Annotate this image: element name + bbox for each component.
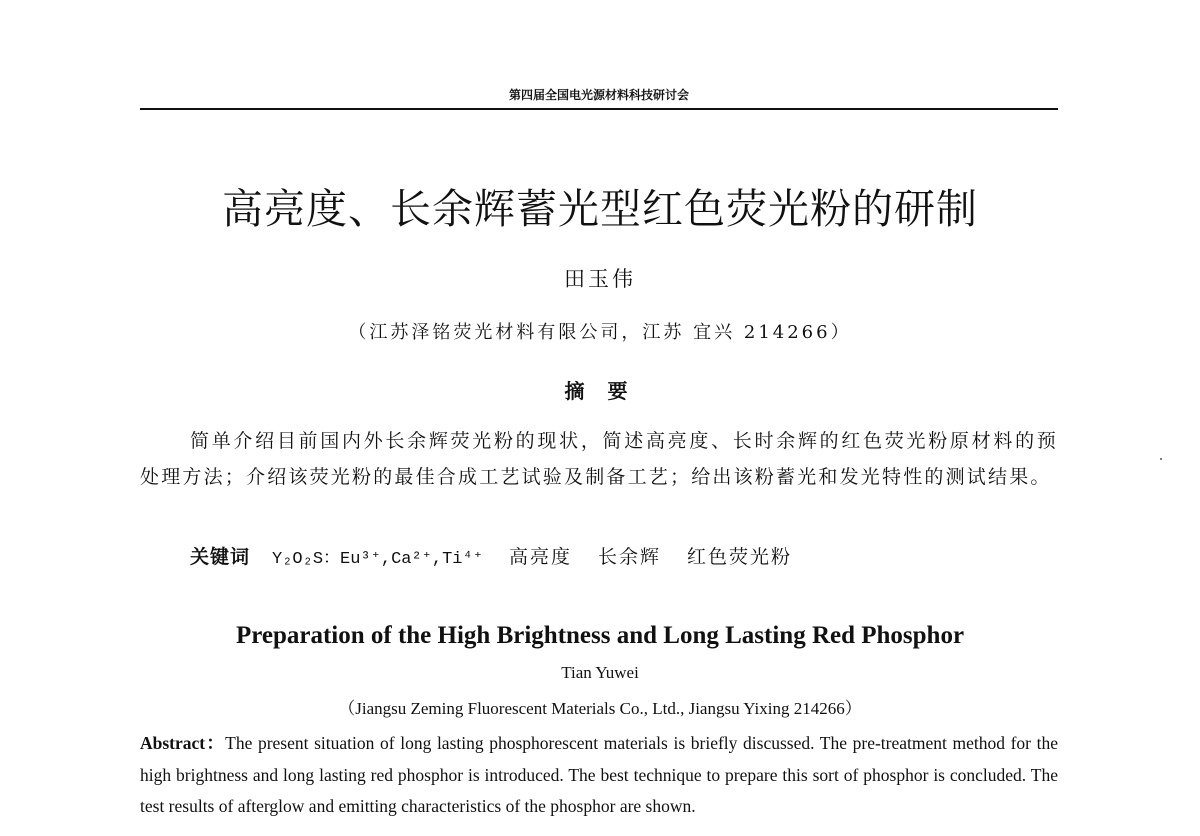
chinese-author: 田玉伟 [564, 267, 636, 291]
abstract-label: Abstract： [140, 733, 226, 753]
chinese-keywords [190, 542, 1060, 569]
english-author: Tian Yuwei [561, 663, 639, 682]
keyword-item: 长余辉 [597, 546, 661, 568]
english-abstract-text: The present situation of long lasting phosphorescent materials is briefly discussed. The pre-treatment method for the high brightness and long lasting red phosphor is introduced. The best technique to prepare this sort of phosphor is concluded. The test results of afterglow and emitting characteristics of the phosphor are shown. [140, 733, 1059, 816]
chinese-abstract-heading: 摘 要 [564, 379, 636, 403]
keyword-item: 高亮度 [508, 546, 572, 568]
chinese-affiliation: （江苏泽铭荧光材料有限公司，江苏 宜兴 214266） [348, 322, 852, 343]
keyword-item: 红色荧光粉 [686, 546, 792, 568]
scan-speck [1160, 458, 1162, 460]
chinese-abstract: 简单介绍目前国内外长余辉荧光粉的现状，简述高亮度、长时余辉的红色荧光粉原材料的预处理方法；介绍该荧光粉的最佳合成工艺试验及制备工艺；给出该粉蓄光和发光特性的测试结果。 [140, 430, 1058, 488]
keywords-label: 关键词 [190, 546, 251, 568]
header-rule [140, 108, 1058, 110]
keyword-formula: Y₂O₂S：Eu³⁺,Ca²⁺,Ti⁴⁺ [272, 550, 483, 569]
chinese-title: 高亮度、长余辉蓄光型红色荧光粉的研制 [222, 185, 978, 233]
english-affiliation: （Jiangsu Zeming Fluorescent Materials Co., Ltd., Jiangsu Yixing 214266） [338, 699, 862, 718]
english-title: Preparation of the High Brightness and Long Lasting Red Phosphor [235, 622, 965, 649]
running-header: 第四届全国电光源材料科技研讨会 [508, 88, 689, 102]
english-abstract [140, 728, 1058, 823]
